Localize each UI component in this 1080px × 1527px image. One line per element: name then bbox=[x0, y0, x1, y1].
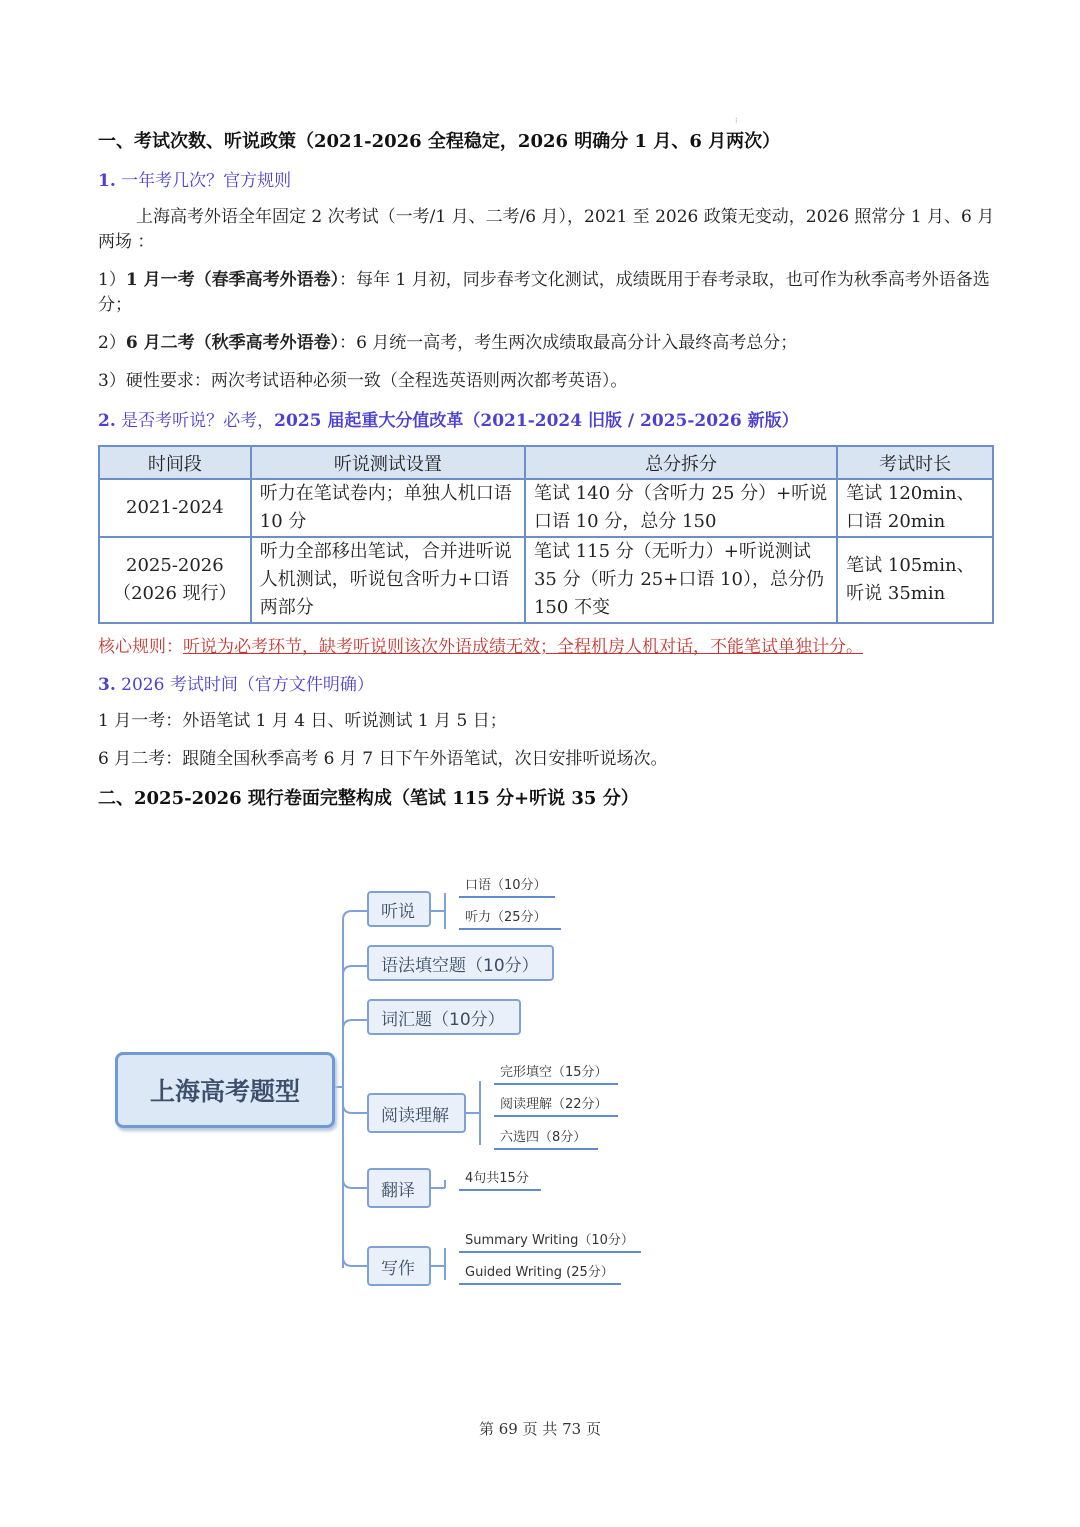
connector-node-3 bbox=[343, 1020, 367, 1029]
marker-dot: ⁝ bbox=[735, 116, 738, 125]
list-item-3: 3）硬性要求：两次考试语种必须一致（全程选英语则两次都考英语）。 bbox=[98, 371, 628, 391]
question-1-heading: 1. 一年考几次？官方规则 bbox=[98, 171, 292, 191]
schedule-2: 6 月二考：跟随全国秋季高考 6 月 7 日下午外语笔试，次日安排听说场次。 bbox=[98, 749, 668, 769]
table-cell: 笔试 115 分（无听力）+听说测试 35 分（听力 25+口语 10），总分仍 150 不变 bbox=[525, 537, 837, 623]
table-header: 总分拆分 bbox=[525, 446, 837, 479]
list-item-2: 2）6 月二考（秋季高考外语卷）：6 月统一高考，考生两次成绩取最高分计入最终高考总分； bbox=[98, 333, 798, 353]
schedule-1: 1 月一考：外语笔试 1 月 4 日、听说测试 1 月 5 日； bbox=[98, 711, 507, 731]
mindmap-node-grammar: 语法填空题（10分） bbox=[367, 945, 554, 981]
paragraph-1: 上海高考外语全年固定 2 次考试（一考/1 月、二考/6 月），2021 至 2026 政策无变动，2026 照常分 1 月、6 月两场 ： bbox=[98, 207, 995, 252]
list-item-1: 1）1 月一考（春季高考外语卷）：每年 1 月初，同步春考文化测试，成绩既用于春考录取，也可作为秋季高考外语备选分； bbox=[98, 270, 990, 315]
mindmap-root: 上海高考题型 bbox=[115, 1052, 335, 1128]
section-1-title: 一、考试次数、听说政策（2021-2026 全程稳定，2026 明确分 1 月、6 月两次） bbox=[98, 131, 781, 152]
table-header: 听说测试设置 bbox=[251, 446, 525, 479]
question-3-heading: 3. 2026 考试时间（官方文件明确） bbox=[98, 675, 374, 695]
table-cell: 笔试 120min、口语 20min bbox=[837, 479, 993, 537]
table-header: 考试时长 bbox=[837, 446, 993, 479]
page-footer: 第 69 页 共 73 页 bbox=[478, 1420, 601, 1438]
mindmap-leaf: 六选四（8分） bbox=[494, 1126, 598, 1150]
core-rule: 核心规则：听说为必考环节，缺考听说则该次外语成绩无效；全程机房人机对话，不能笔试单独计分。 bbox=[98, 637, 863, 657]
section-2-title: 二、2025-2026 现行卷面完整构成（笔试 115 分+听说 35 分） bbox=[98, 788, 639, 809]
connector-node-5 bbox=[343, 1179, 367, 1188]
connector-node-6 bbox=[343, 1257, 367, 1266]
table-cell: 2021-2024 bbox=[99, 479, 251, 537]
mindmap-leaf: 听力（25分） bbox=[459, 906, 561, 930]
mindmap-leaf: Guided Writing (25分） bbox=[459, 1261, 621, 1285]
connector-node-2 bbox=[343, 966, 367, 975]
table-cell: 笔试 140 分（含听力 25 分）+听说口语 10 分，总分 150 bbox=[525, 479, 837, 537]
connector-leaves-5 bbox=[431, 1180, 445, 1188]
mindmap-node-vocabulary: 词汇题（10分） bbox=[367, 999, 521, 1035]
connector-leaves-4 bbox=[466, 1081, 480, 1145]
table-cell: 听力在笔试卷内；单独人机口语 10 分 bbox=[251, 479, 525, 537]
mindmap-leaf: Summary Writing（10分） bbox=[459, 1229, 641, 1253]
connector-node-1 bbox=[343, 911, 367, 920]
question-2-heading: 2. 是否考听说？必考，2025 届起重大分值改革（2021-2024 旧版 / 2025-2026 新版） bbox=[98, 411, 799, 431]
connector-leaves-1 bbox=[431, 893, 445, 929]
mindmap-leaf: 口语（10分） bbox=[459, 874, 555, 898]
mindmap-node-reading: 阅读理解 bbox=[367, 1093, 466, 1133]
mindmap-leaf: 阅读理解（22分） bbox=[494, 1093, 618, 1117]
table-cell: 笔试 105min、听说 35min bbox=[837, 537, 993, 623]
mindmap-node-writing: 写作 bbox=[367, 1246, 431, 1286]
connector-leaves-6 bbox=[431, 1248, 445, 1280]
table-cell: 听力全部移出笔试，合并进听说人机测试，听说包含听力+口语两部分 bbox=[251, 537, 525, 623]
connector-node-4 bbox=[343, 1104, 367, 1113]
table-cell: 2025-2026 （2026 现行） bbox=[99, 537, 251, 623]
mindmap-node-listening-speaking: 听说 bbox=[367, 891, 431, 927]
mindmap-leaf: 完形填空（15分） bbox=[494, 1061, 618, 1085]
mindmap-node-translation: 翻译 bbox=[367, 1168, 431, 1208]
mindmap-leaf: 4句共15分 bbox=[459, 1167, 541, 1191]
table-header: 时间段 bbox=[99, 446, 251, 479]
